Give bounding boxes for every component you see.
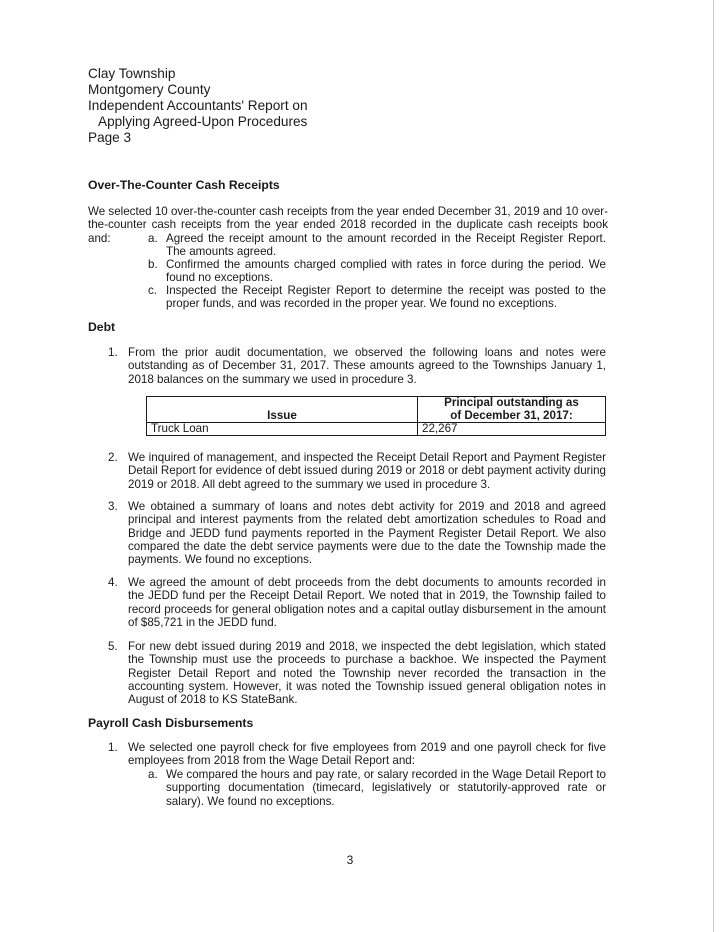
header-township: Clay Township bbox=[88, 66, 176, 81]
otc-item-a bbox=[148, 232, 606, 259]
payroll-item-1a bbox=[148, 768, 606, 808]
item-text: We compared the hours and pay rate, or salary recorded in the Wage Detail Report to supporting documentation (timecard, legislatively or statutorily-approved rate or salary). We found no exceptions. bbox=[166, 768, 606, 808]
item-marker: 4. bbox=[108, 576, 118, 589]
item-marker: 2. bbox=[108, 451, 118, 464]
table-header-principal bbox=[418, 397, 606, 423]
debt-outstanding-table bbox=[146, 396, 606, 436]
section-title-debt: Debt bbox=[88, 320, 116, 334]
item-text: Inspected the Receipt Register Report to determine the receipt was posted to the proper funds, and was recorded in the proper year. We found no exceptions. bbox=[166, 284, 606, 311]
item-marker: 3. bbox=[108, 500, 118, 513]
table-row bbox=[147, 423, 606, 436]
item-text: We obtained a summary of loans and notes debt activity for 2019 and 2018 and agreed principal and interest payments from the related debt amortization schedules to Road and Bridge and JEDD fund payments reported in the Payment Register Detail Report. We also compared the date the debt service payments were due to the date the Township made the payments. We found no exceptions. bbox=[128, 500, 606, 567]
debt-item-2 bbox=[108, 451, 606, 491]
header-issue-label: Issue bbox=[267, 408, 297, 422]
item-marker: b. bbox=[148, 258, 158, 271]
section-title-payroll: Payroll Cash Disbursements bbox=[88, 716, 254, 730]
otc-intro-paragraph: We selected 10 over-the-counter cash receipts from the year ended December 31, 2019 and 10 over-the-counter cash receipts from the year ended 2018 recorded in the duplicate cash receipts book and: bbox=[88, 205, 608, 245]
item-text: From the prior audit documentation, we observed the following loans and notes were outstanding as of December 31, 2017. These amounts agreed to the Townships January 1, 2018 balances on the summary we used in procedure 3. bbox=[128, 346, 606, 386]
payroll-item-1 bbox=[108, 741, 606, 768]
report-header bbox=[88, 66, 308, 146]
page-number: 3 bbox=[346, 853, 354, 867]
header-report-subtitle: Applying Agreed-Upon Procedures bbox=[98, 114, 308, 129]
table-header-issue bbox=[147, 397, 418, 423]
header-page-label: Page 3 bbox=[88, 130, 132, 145]
item-marker: a. bbox=[148, 232, 158, 245]
item-marker: 1. bbox=[108, 741, 118, 754]
item-text: We agreed the amount of debt proceeds from the debt documents to amounts recorded in the JEDD fund per the Receipt Detail Report. We noted that in 2019, the Township failed to record proceeds for general obligation notes and a capital outlay disbursement in the amount of $85,721 in the JEDD fund. bbox=[128, 576, 606, 629]
item-text: We inquired of management, and inspected the Receipt Detail Report and Payment Register Detail Report for evidence of debt issued during 2019 or 2018 or debt payment activity during 2019 or 2018. All debt agreed to the summary we used in procedure 3. bbox=[128, 451, 606, 491]
debt-item-3 bbox=[108, 500, 606, 567]
item-text: We selected one payroll check for five employees from 2019 and one payroll check for five employees from 2018 from the Wage Detail Report and: bbox=[128, 741, 606, 768]
debt-item-1 bbox=[108, 346, 606, 386]
item-text: Agreed the receipt amount to the amount recorded in the Receipt Register Report. The amounts agreed. bbox=[166, 232, 606, 259]
header-report-title: Independent Accountants' Report on bbox=[88, 98, 308, 113]
otc-item-b bbox=[148, 258, 606, 285]
item-text: For new debt issued during 2019 and 2018, we inspected the debt legislation, which stated the Township must use the proceeds to purchase a backhoe. We inspected the Payment Register Detail Report and noted the Township never recorded the transaction in the accounting system. However, it was noted the Township issued general obligation notes in August of 2018 to KS StateBank. bbox=[128, 640, 606, 707]
header-county: Montgomery County bbox=[88, 82, 211, 97]
header-principal-line2: of December 31, 2017: bbox=[450, 408, 573, 422]
otc-item-c bbox=[148, 284, 606, 311]
item-marker: 5. bbox=[108, 640, 118, 653]
page-edge-divider bbox=[713, 0, 714, 932]
cell-issue: Truck Loan bbox=[147, 423, 418, 436]
item-marker: a. bbox=[148, 768, 158, 781]
debt-item-4 bbox=[108, 576, 606, 629]
item-marker: c. bbox=[148, 284, 158, 297]
section-title-otc: Over-The-Counter Cash Receipts bbox=[88, 178, 280, 192]
cell-amount: 22,267 bbox=[418, 423, 606, 436]
header-principal-line1: Principal outstanding as bbox=[444, 396, 579, 409]
item-text: Confirmed the amounts charged complied with rates in force during the period. We found no exceptions. bbox=[166, 258, 606, 285]
debt-item-5 bbox=[108, 640, 606, 707]
item-marker: 1. bbox=[108, 346, 118, 359]
table-header-row bbox=[147, 397, 606, 423]
